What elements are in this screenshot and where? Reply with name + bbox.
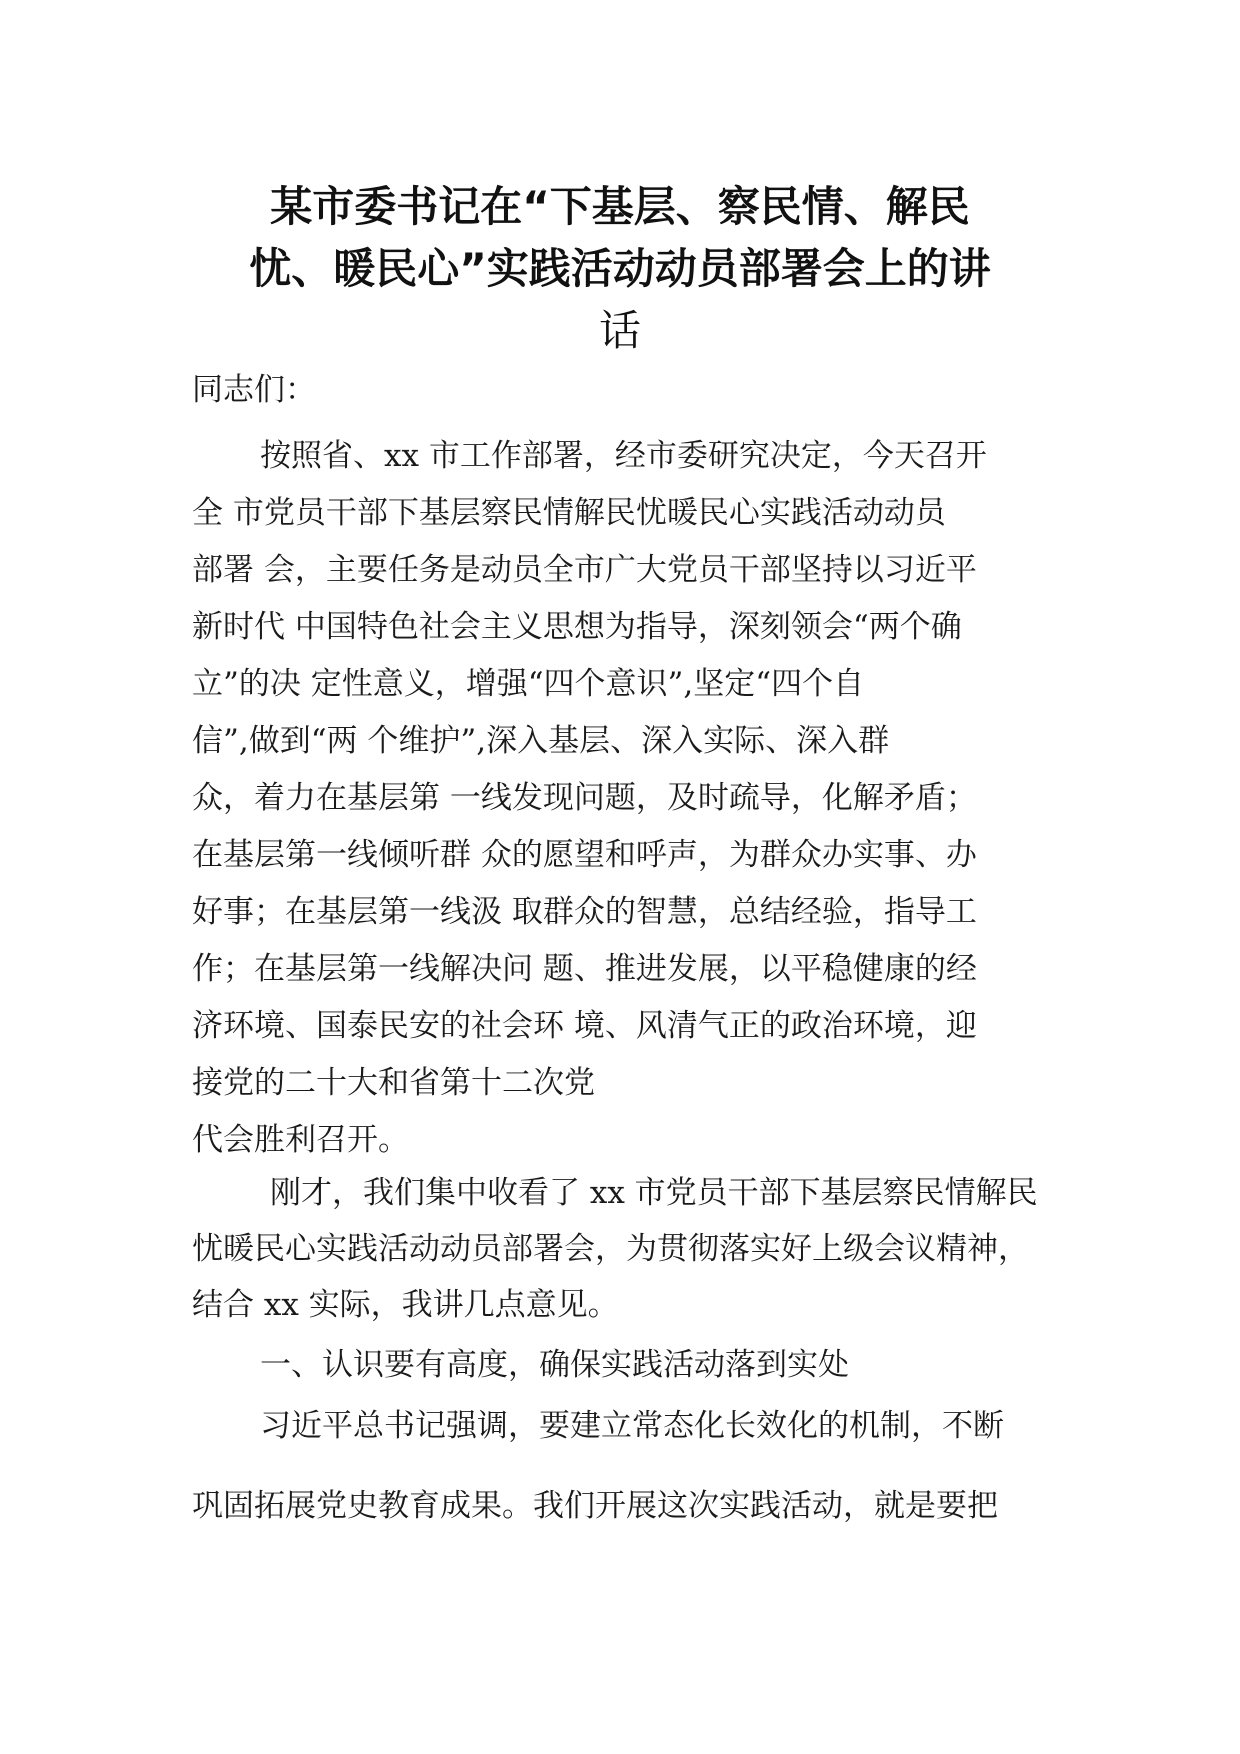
paragraph-line: 结合 xx 实际，我讲几点意见。 (192, 1287, 619, 1323)
paragraph-line: 部署 会，主要任务是动员全市广大党员干部坚持以习近平 (192, 552, 977, 588)
paragraph-1 (192, 428, 1072, 1169)
paragraph-line: 新时代 中国特色社会主义思想为指导，深刻领会“两个确 (192, 609, 962, 645)
paragraph-line: 刚才，我们集中收看了 xx 市党员干部下基层察民情解民 (270, 1175, 1038, 1211)
paragraph-line: 信”,做到“两 个维护”,深入基层、深入实际、深入群 (192, 723, 890, 759)
paragraph-line: 全 市党员干部下基层察民情解民忧暖民心实践活动动员 (192, 495, 946, 531)
paragraph-line: 济环境、国泰民安的社会环 境、风清气正的政治环境，迎 (192, 1008, 977, 1044)
title-line: 忧、暖民心”实践活动动员部署会上的讲 (249, 244, 991, 293)
title-line: 话 (598, 306, 641, 355)
paragraph-line: 好事；在基层第一线汲 取群众的智慧，总结经验，指导工 (192, 894, 977, 930)
title-line: 某市委书记在“下基层、察民情、解民 (270, 182, 970, 231)
paragraph-line: 按照省、xx 市工作部署，经市委研究决定，今天召开 (260, 438, 987, 474)
paragraph-3 (192, 1396, 1092, 1556)
paragraph-line: 接党的二十大和省第十二次党 (192, 1065, 595, 1101)
greeting: 同志们： (192, 372, 316, 408)
paragraph-line: 忧暖民心实践活动动员部署会，为贯彻落实好上级会议精神， (192, 1231, 1029, 1267)
document-title (150, 176, 1090, 362)
paragraph-line: 习近平总书记强调，要建立常态化长效化的机制，不断 (260, 1408, 1004, 1444)
paragraph-line: 立”的决 定性意义，增强“四个意识”,坚定“四个自 (192, 666, 865, 702)
paragraph-line: 代会胜利召开。 (192, 1122, 409, 1158)
paragraph-line: 巩固拓展党史教育成果。我们开展这次实践活动，就是要把 (192, 1488, 998, 1524)
paragraph-line: 作；在基层第一线解决问 题、推进发展，以平稳健康的经 (192, 951, 977, 987)
paragraph-2 (192, 1165, 1092, 1333)
section-heading: 一、认识要有高度，确保实践活动落到实处 (260, 1347, 849, 1383)
paragraph-line: 众，着力在基层第 一线发现问题，及时疏导，化解矛盾； (192, 780, 977, 816)
paragraph-line: 在基层第一线倾听群 众的愿望和呼声，为群众办实事、办 (192, 837, 977, 873)
